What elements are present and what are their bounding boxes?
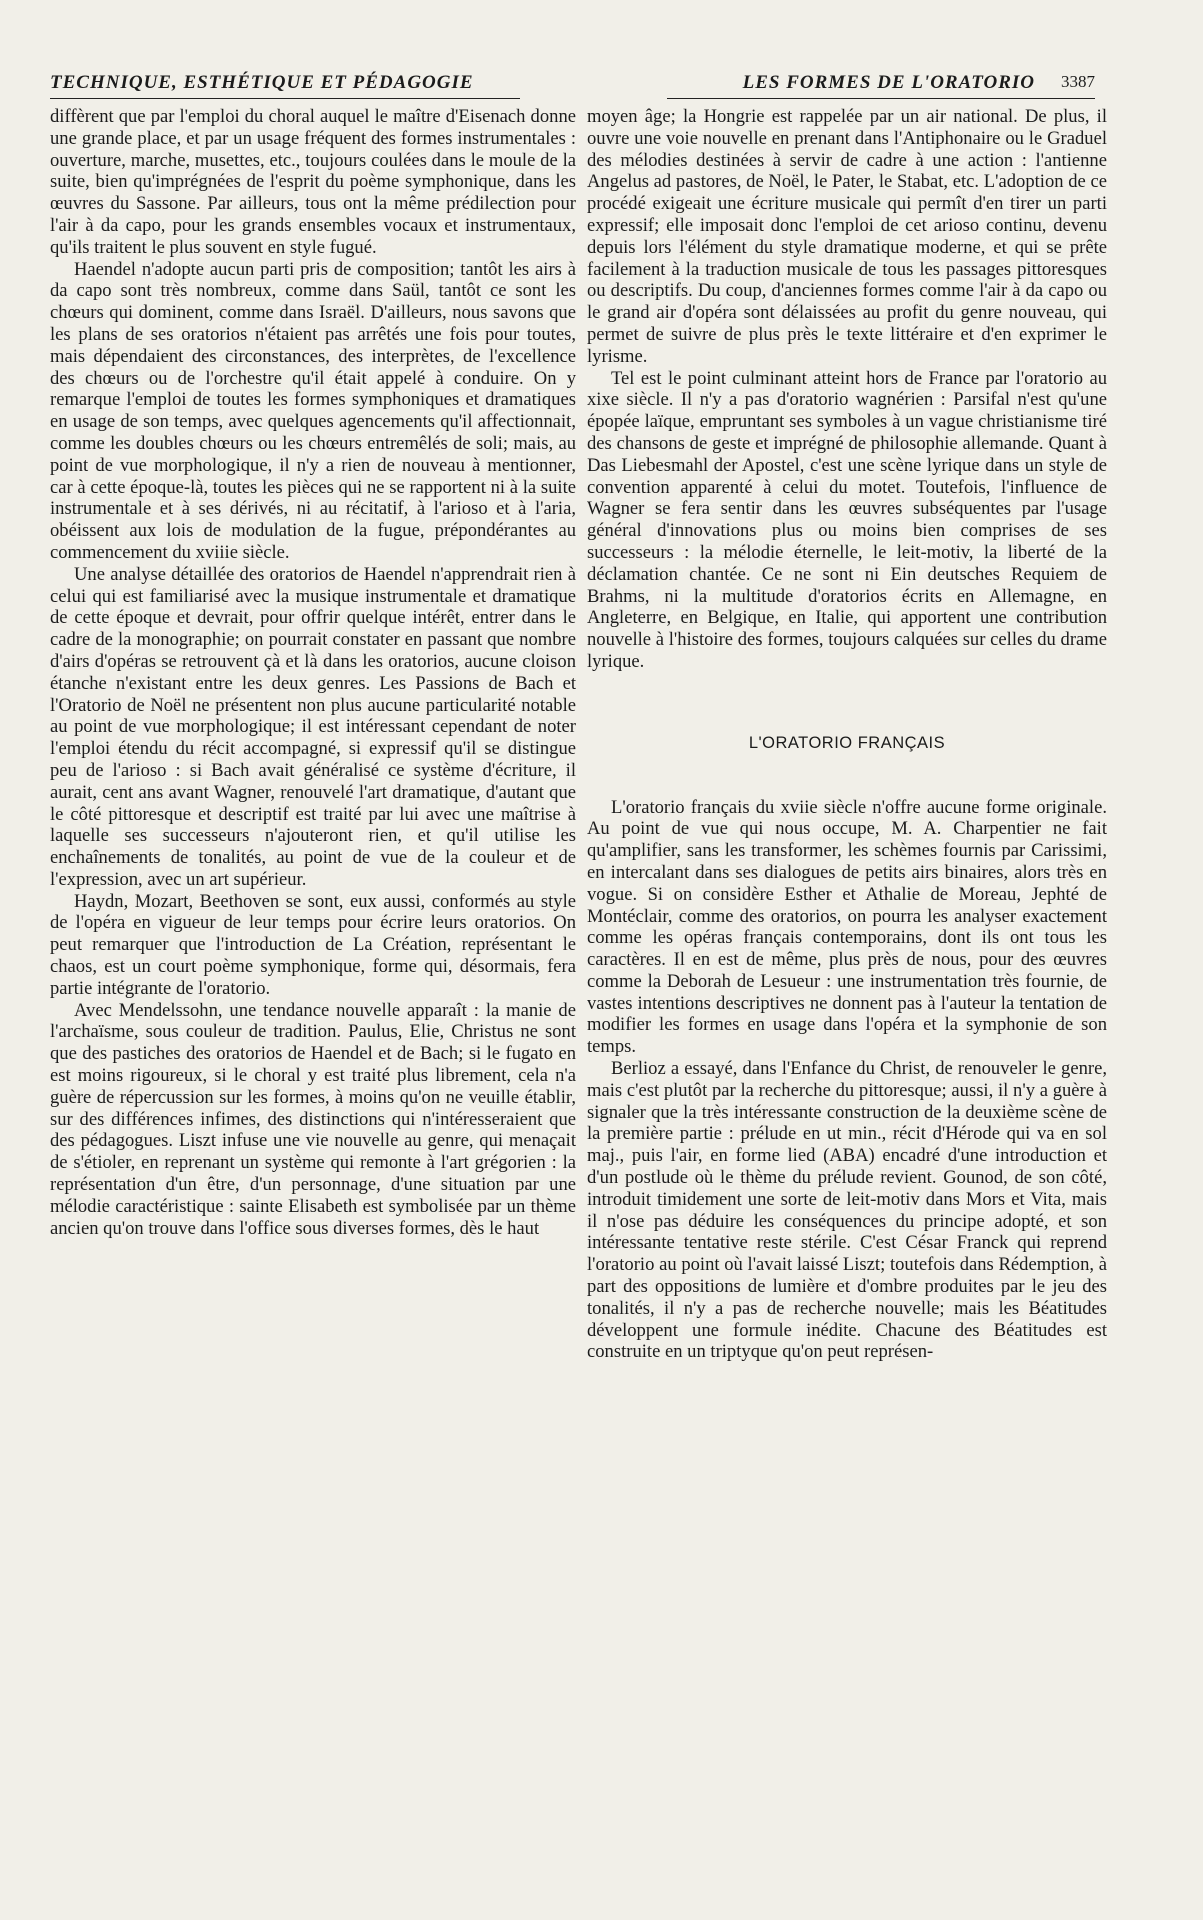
paragraph: L'oratorio français du xviie siècle n'offre aucune forme originale. Au point de vue qui nous occupe, M. A. Charpentier ne fait qu'amplifier, sans les transformer, les schèmes fournis par Carissimi, en intercalant dans ses dialogues de petits airs binaires, alors très en vogue. Si on considère Esther et Athalie de Moreau, Jephté de Montéclair, comme des oratorios, on pourra les analyser exactement comme les opéras français contemporains, dont ils ont tous les caractères. Il en est de même, plus près de nous, pour des œuvres comme la Deborah de Lesueur : une instrumentation très fournie, de vastes intentions descriptives ne donnent pas à l'auteur la tentation de modifier les formes en usage dans l'opéra et la symphonie de son temps. xyxy=(587,796,1107,1058)
paragraph: Avec Mendelssohn, une tendance nouvelle apparaît : la manie de l'archaïsme, sous couleur de tradition. Paulus, Elie, Christus ne sont que des pastiches des oratorios de Haendel et de Bach; si le fugato en est moins rigoureux, si le choral y est traité plus librement, cela n'a guère de répercussion sur les formes, à moins qu'on ne veuille établir, sur des différences infimes, des distinctions qui n'intéresseraient que des pédagogues. Liszt infuse une vie nouvelle au genre, qui menaçait de s'étioler, en reprenant un système qui remonte à l'art grégorien : la représentation d'un être, d'un personnage, d'une situation par une mélodie caractéristique : sainte Elisabeth est symbolisée par un thème ancien qu'on trouve dans l'office sous diverses formes, dès le haut xyxy=(50,999,576,1239)
paragraph: moyen âge; la Hongrie est rappelée par un air national. De plus, il ouvre une voie nouvelle en prenant dans l'Antiphonaire ou le Graduel des mélodies destinées à servir de cadre à une action : l'antienne Angelus ad pastores, de Noël, le Pater, le Stabat, etc. L'adoption de ce procédé exigeait une écriture musicale qui permît d'en tirer un parti expressif; elle imposait donc l'emploi de cet arioso continu, devenu depuis lors l'élément du style dramatique moderne, et qui se prête facilement à la traduction musicale de tous les passages pittoresques ou descriptifs. Du coup, d'anciennes formes comme l'air à da capo ou le grand air d'opéra sont délaissées au profit du genre nouveau, qui permet de suivre de plus près le texte littéraire et d'en exprimer le lyrisme. xyxy=(587,106,1107,367)
page-number: 3387 xyxy=(1061,72,1095,91)
paragraph: Haendel n'adopte aucun parti pris de composition; tantôt les airs à da capo sont très nombreux, comme dans Saül, tantôt ce sont les chœurs qui dominent, comme dans Israël. D'ailleurs, nous savons que les plans de ses oratorios n'étaient pas arrêtés une fois pour toutes, mais dépendaient des circonstances, des interprètes, de l'excellence des chœurs ou de l'orchestre qu'il était appelé à conduire. On y remarque l'emploi de toutes les formes symphoniques et dramatiques en usage de son temps, avec quelques agencements qu'il affectionnait, comme les doubles chœurs ou les chœurs entremêlés de soli; mais, au point de vue morphologique, il n'y a rien de nouveau à mentionner, car à cette époque-là, toutes les pièces qui ne se rapportent ni à la suite instrumentale et à ses dérivés, ni au récitatif, à l'arioso et à l'aria, obéissent aux lois de modulation de la fugue, prépondérantes au commencement du xviiie siècle. xyxy=(50,258,576,563)
header-rule-right xyxy=(667,98,1095,99)
right-column xyxy=(587,106,1107,1363)
header-left-title: TECHNIQUE, ESTHÉTIQUE ET PÉDAGOGIE xyxy=(50,72,474,93)
paragraph: Berlioz a essayé, dans l'Enfance du Christ, de renouveler le genre, mais c'est plutôt par la recherche du pittoresque; aussi, il n'y a guère à signaler que la très intéressante construction de la deuxième scène de la première partie : prélude en ut min., récit d'Hérode qui va en sol maj., puis l'air, en forme lied (ABA) encadré d'une introduction et d'un postlude où le thème du prélude revient. Gounod, de son côté, introduit timidement une sorte de leit-motiv dans Mors et Vita, mais il n'ose pas déduire les conséquences du principe adopté, et son intéressante tentative reste stérile. C'est César Franck qui reprend l'oratorio au point où l'avait laissé Liszt; toutefois dans Rédemption, à part des oppositions de lumière et d'ombre produites par le jeu des tonalités, il n'y a pas de recherche nouvelle; mais les Béatitudes développent une formule inédite. Chacune des Béatitudes est construite en un triptyque qu'on peut représen- xyxy=(587,1058,1107,1363)
paragraph: Haydn, Mozart, Beethoven se sont, eux aussi, conformés au style de l'opéra en vigueur de leur temps pour écrire leurs oratorios. On peut remarquer que l'introduction de La Création, représentant le chaos, est un court poème symphonique, forme qui, désormais, fera partie intégrante de l'oratorio. xyxy=(50,890,576,999)
paragraph: Tel est le point culminant atteint hors de France par l'oratorio au xixe siècle. Il n'y a pas d'oratorio wagnérien : Parsifal n'est qu'une épopée laïque, empruntant ses symboles à un vague christianisme tiré des chansons de geste et imprégné de philosophie allemande. Quant à Das Liebesmahl der Apostel, c'est une scène lyrique dans un style de convention apparenté à celui du motet. Toutefois, l'influence de Wagner se fera sentir dans les œuvres subséquentes par l'usage général d'innovations plus ou moins bien comprises de ses successeurs : la mélodie éternelle, le leit-motiv, la liberté de la déclamation chantée. Ce ne sont ni Ein deutsches Requiem de Brahms, ni la multitude d'oratorios écrits en Allemagne, en Angleterre, en Belgique, en Italie, qui apportent une contribution nouvelle à l'histoire des formes, toujours calquées sur celles du drame lyrique. xyxy=(587,367,1107,672)
header-right-title: LES FORMES DE L'ORATORIO xyxy=(742,72,1035,93)
section-heading: L'ORATORIO FRANÇAIS xyxy=(748,733,946,752)
header-rule-left xyxy=(50,98,520,99)
left-column xyxy=(50,106,576,1239)
running-header xyxy=(50,66,1095,100)
paragraph: Une analyse détaillée des oratorios de Haendel n'apprendrait rien à celui qui est familiarisé avec la musique instrumentale et dramatique de cette époque et devrait, pour offrir quelque intérêt, entrer dans le cadre de la monographie; on pourrait constater en passant que nombre d'airs d'opéras se retrouvent çà et là dans les oratorios, aucune cloison étanche n'existant entre les deux genres. Les Passions de Bach et l'Oratorio de Noël ne présentent non plus aucune particularité notable au point de vue morphologique; il est intéressant cependant de noter l'emploi étendu du récit accompagné, si expressif qu'il se distingue peu de l'arioso : si Bach avait généralisé ce système d'écriture, il aurait, cent ans avant Wagner, renouvelé l'art dramatique, d'autant que le côté pittoresque et descriptif est traité par lui avec une maîtrise à laquelle ses successeurs n'ajouteront rien, et qu'il utilise les enchaînements de tonalités, au point de vue de la couleur et de l'expression, avec un art supérieur. xyxy=(50,563,576,890)
paragraph: diffèrent que par l'emploi du choral auquel le maître d'Eisenach donne une grande place, et par un usage fréquent des formes instrumentales : ouverture, marche, musettes, etc., toujours coulées dans le moule de la suite, bien qu'imprégnées de l'esprit du poème symphonique, dans les œuvres du Sassone. Par ailleurs, tous ont la même prédilection pour l'air à da capo, pour les grands ensembles vocaux et instrumentaux, qu'ils traitent le plus souvent en style fugué. xyxy=(50,106,576,258)
